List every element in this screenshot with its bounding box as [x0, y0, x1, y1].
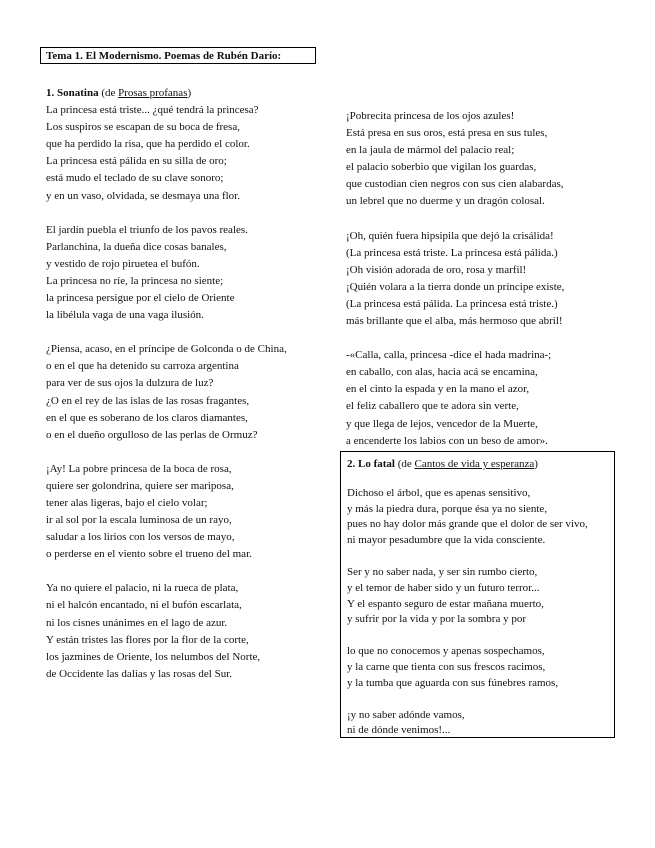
poem-line: en caballo, con alas, hacia acá se encamina, — [346, 366, 538, 379]
sonatina-heading — [46, 85, 287, 102]
poem-line: ¡y no saber adónde vamos, — [347, 708, 465, 721]
poem-line: en el cinto la espada y en la mano el azor, — [346, 383, 530, 396]
lo-fatal-source-suffix: ) — [534, 458, 538, 470]
poem-line: El jardín puebla el triunfo de los pavos reales. — [46, 223, 248, 236]
poem-line: los jazmines de Oriente, los nelumbos del Norte, — [46, 650, 261, 663]
stanza — [46, 102, 287, 205]
poem-line: saludar a los lirios con los versos de mayo, — [46, 531, 235, 544]
poem-line: y el temor de haber sido y un futuro terror... — [347, 581, 540, 594]
poem-line: ir al sol por la escala luminosa de un rayo, — [46, 514, 232, 527]
poem-line: el palacio soberbio que vigilan los guardas, — [346, 161, 537, 174]
poem-line: ni mayor pesadumbre que la vida consciente. — [347, 534, 546, 547]
poem-line: en la jaula de mármol del palacio real; — [346, 144, 515, 157]
poem-line: lo que no conocemos y apenas sospechamos, — [347, 645, 545, 658]
poem-line: La princesa está triste... ¿qué tendrá la princesa? — [46, 104, 259, 117]
poem-line: el feliz caballero que te adora sin verte, — [346, 400, 519, 413]
poem-line: y que llega de lejos, vencedor de la Muerte, — [346, 417, 538, 430]
lo-fatal-number: 2. Lo fatal — [347, 458, 395, 470]
stanza — [346, 108, 564, 211]
stanza — [347, 644, 614, 691]
poem-line: y la tumba que aguarda con sus fúnebres ramos, — [347, 676, 559, 689]
poem-line: y la carne que tienta con sus frescos racimos, — [347, 660, 546, 673]
stanza — [347, 708, 614, 740]
poem-line: ni de dónde venimos!... — [347, 724, 451, 737]
stanza — [46, 222, 287, 325]
stanza — [46, 580, 287, 683]
poem-line: o perderse en el viento sobre el trueno del mar. — [46, 548, 252, 561]
poem-line: que custodian cien negros con sus cien alabardas, — [346, 178, 564, 191]
sonatina-stanzas-left — [46, 102, 287, 683]
poem-line: o en el que ha detenido su carroza argentina — [46, 360, 239, 373]
poem-line: y vestido de rojo piruetea el bufón. — [46, 257, 200, 270]
stanza — [347, 486, 614, 549]
stanza — [346, 228, 564, 331]
poem-line: a encenderte los labios con un beso de amor». — [346, 434, 548, 447]
poem-line: Parlanchina, la dueña dice cosas banales, — [46, 240, 227, 253]
poem-line: -«Calla, calla, princesa -dice el hada madrina-; — [346, 349, 552, 362]
poem-line: La princesa no ríe, la princesa no siente; — [46, 274, 224, 287]
poem-line: ¡Quién volara a la tierra donde un príncipe existe, — [346, 280, 565, 293]
sonatina-column-left — [46, 85, 287, 700]
sonatina-source-prefix: (de — [98, 87, 119, 99]
poem-line: en el que es soberano de los claros diamantes, — [46, 411, 248, 424]
poem-line: que ha perdido la risa, que ha perdido el color. — [46, 138, 250, 151]
poem-line: Y el espanto seguro de estar mañana muerto, — [347, 597, 544, 610]
poem-line: está mudo el teclado de su clave sonoro; — [46, 172, 224, 185]
lo-fatal-heading — [347, 457, 614, 473]
poem-line: Dichoso el árbol, que es apenas sensitivo, — [347, 486, 531, 499]
poem-line: de Occidente las dalias y las rosas del Sur. — [46, 667, 233, 680]
sonatina-source-suffix: ) — [187, 87, 192, 99]
sonatina-source-title: Prosas profanas — [118, 87, 188, 99]
lo-fatal-box — [340, 451, 615, 738]
poem-line: quiere ser golondrina, quiere ser mariposa, — [46, 479, 234, 492]
poem-line: ¿O en el rey de las islas de las rosas fragantes, — [46, 394, 250, 407]
stanza — [46, 461, 287, 564]
sonatina-number: 1. Sonatina — [46, 87, 99, 99]
stanza — [347, 565, 614, 628]
poem-line: para ver de sus ojos la dulzura de luz? — [46, 377, 214, 390]
poem-line: ni el halcón encantado, ni el bufón escarlata, — [46, 599, 242, 612]
poem-line: y en un vaso, olvidada, se desmaya una flor. — [46, 189, 240, 202]
poem-line: ¡Oh visión adorada de oro, rosa y marfil! — [346, 263, 527, 276]
poem-line: Y están tristes las flores por la flor de la corte, — [46, 633, 249, 646]
poem-line: Ya no quiere el palacio, ni la rueca de plata, — [46, 582, 239, 595]
poem-line: y sufrir por la vida y por la sombra y por — [347, 613, 527, 626]
poem-line: ¡Pobrecita princesa de los ojos azules! — [346, 110, 515, 122]
poem-line: (La princesa está pálida. La princesa está triste.) — [346, 297, 558, 310]
poem-line: la princesa persigue por el cielo de Oriente — [46, 292, 235, 305]
poem-line: Ser y no saber nada, y ser sin rumbo cierto, — [347, 565, 538, 578]
poem-line: (La princesa está triste. La princesa está pálida.) — [346, 246, 558, 259]
poem-line: y más la piedra dura, porque ésa ya no siente, — [347, 502, 548, 515]
stanza — [346, 347, 564, 450]
lo-fatal-source-prefix: (de — [394, 458, 415, 470]
poem-line: La princesa está pálida en su silla de oro; — [46, 155, 227, 168]
poem-line: más brillante que el alba, más hermoso que abril! — [346, 315, 563, 328]
poem-line: Está presa en sus oros, está presa en sus tules, — [346, 127, 548, 140]
lo-fatal-stanzas — [347, 486, 614, 739]
sonatina-column-right — [346, 108, 564, 467]
poem-line: ¡Oh, quién fuera hipsipila que dejó la crisálida! — [346, 229, 554, 242]
lo-fatal-source-title: Cantos de vida y esperanza — [414, 458, 535, 470]
poem-line: la libélula vaga de una vaga ilusión. — [46, 309, 204, 322]
stanza — [46, 341, 287, 444]
poem-line: ¿Piensa, acaso, en el príncipe de Golconda o de China, — [46, 343, 287, 356]
poem-line: ¡Ay! La pobre princesa de la boca de rosa, — [46, 462, 232, 475]
poem-line: un lebrel que no duerme y un dragón colosal. — [346, 195, 545, 208]
page-title: Tema 1. El Modernismo. Poemas de Rubén Darío: — [40, 47, 316, 64]
poem-line: pues no hay dolor más grande que el dolor de ser vivo, — [347, 518, 588, 531]
poem-line: tener alas ligeras, bajo el cielo volar; — [46, 496, 208, 509]
sonatina-stanzas-right — [346, 108, 564, 450]
poem-line: ni los cisnes unánimes en el lago de azur. — [46, 616, 228, 629]
poem-line: o en el dueño orgulloso de las perlas de Ormuz? — [46, 428, 258, 441]
poem-line: Los suspiros se escapan de su boca de fresa, — [46, 121, 240, 134]
